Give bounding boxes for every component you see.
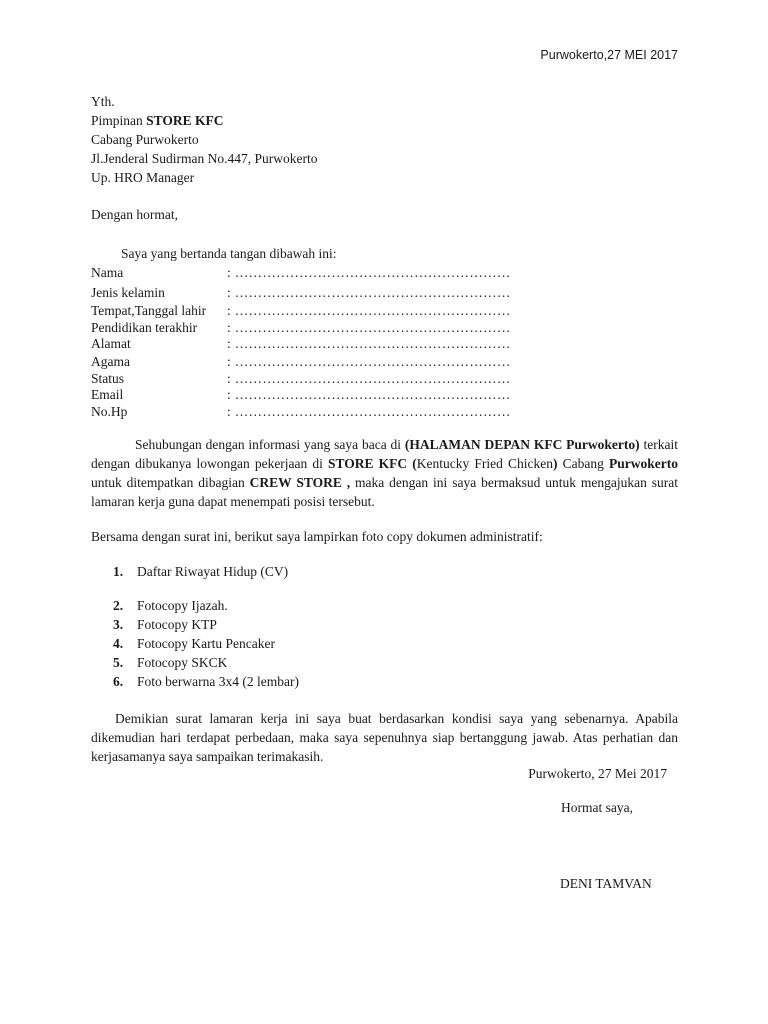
attachments-intro: Bersama dengan surat ini, berikut saya lampirkan foto copy dokumen administratif: bbox=[91, 529, 543, 544]
field-value: : …………………………………………………… bbox=[227, 404, 511, 419]
list-item-number: 6. bbox=[113, 674, 124, 689]
greeting: Dengan hormat, bbox=[91, 207, 178, 222]
recipient-yth: Yth. bbox=[91, 94, 115, 109]
list-item-text: Foto berwarna 3x4 (2 lembar) bbox=[137, 674, 299, 689]
field-value: : …………………………………………………… bbox=[227, 285, 511, 300]
field-label: Pendidikan terakhir bbox=[91, 320, 198, 335]
para1-city: Purwokerto bbox=[609, 456, 678, 471]
field-label: Agama bbox=[91, 354, 130, 369]
field-value: : …………………………………………………… bbox=[227, 336, 511, 351]
letter-date: Purwokerto,27 MEI 2017 bbox=[540, 48, 678, 62]
para1-text: Sehubungan dengan informasi yang saya baca di bbox=[135, 437, 405, 452]
field-value: : …………………………………………………… bbox=[227, 265, 511, 280]
para1-store: STORE KFC ( bbox=[328, 456, 417, 471]
para1-paren: ) bbox=[553, 456, 558, 471]
closing-paragraph bbox=[91, 709, 678, 766]
signature-date: Purwokerto, 27 Mei 2017 bbox=[528, 766, 667, 781]
field-label: Email bbox=[91, 387, 124, 402]
closing-text: Demikian surat lamaran kerja ini saya buat berdasarkan kondisi saya yang sebenarnya. Apabila dikemudian hari terdapat perbedaan, maka saya sepenuhnya siap bertanggung jawab. Atas perhatian dan kerjasamanya saya sampaikan terimakasih. bbox=[91, 711, 678, 764]
signature-regards: Hormat saya, bbox=[561, 800, 633, 815]
field-value: : …………………………………………………… bbox=[227, 354, 511, 369]
recipient-line-1 bbox=[91, 113, 224, 129]
recipient-line-3: Jl.Jenderal Sudirman No.447, Purwokerto bbox=[91, 151, 318, 166]
intro-line: Saya yang bertanda tangan dibawah ini: bbox=[121, 246, 337, 261]
para1-kfc-full: Kentucky Fried Chicken bbox=[416, 456, 554, 471]
field-value: : …………………………………………………… bbox=[227, 320, 511, 335]
field-value: : …………………………………………………… bbox=[227, 387, 511, 402]
list-item-number: 4. bbox=[113, 636, 124, 651]
field-value: : …………………………………………………… bbox=[227, 303, 511, 318]
para1-text: Cabang bbox=[557, 456, 609, 471]
recipient-line-4: Up. HRO Manager bbox=[91, 170, 195, 185]
list-item-text: Fotocopy SKCK bbox=[137, 655, 228, 670]
signature-name: DENI TAMVAN bbox=[560, 876, 652, 891]
para1-text: terkait dengan dibukanya lowongan pekerjaan di bbox=[91, 437, 679, 471]
para1-text: maka dengan ini saya bermaksud untuk mengajukan surat lamaran kerja guna dapat menempati posisi tersebut. bbox=[91, 475, 678, 509]
recipient-line-1-prefix: Pimpinan bbox=[91, 113, 147, 128]
field-label: Status bbox=[91, 371, 125, 386]
list-item-number: 5. bbox=[113, 655, 124, 670]
field-label: Tempat,Tanggal lahir bbox=[91, 303, 207, 318]
field-label: Alamat bbox=[91, 336, 131, 351]
list-item-number: 3. bbox=[113, 617, 124, 632]
recipient-store-name: STORE KFC bbox=[146, 113, 224, 128]
list-item-text: Fotocopy Kartu Pencaker bbox=[137, 636, 275, 651]
para1-source: (HALAMAN DEPAN KFC Purwokerto) bbox=[404, 437, 640, 452]
list-item-text: Daftar Riwayat Hidup (CV) bbox=[137, 564, 289, 579]
list-item-number: 2. bbox=[113, 598, 124, 613]
list-item-number: 1. bbox=[113, 564, 124, 579]
recipient-line-2: Cabang Purwokerto bbox=[91, 132, 199, 147]
body-paragraph-1 bbox=[91, 435, 678, 511]
list-item-text: Fotocopy Ijazah. bbox=[137, 598, 228, 613]
list-item-text: Fotocopy KTP bbox=[137, 617, 217, 632]
para1-position: CREW STORE , bbox=[249, 475, 351, 490]
para1-text: untuk ditempatkan dibagian bbox=[91, 475, 250, 490]
field-label: Jenis kelamin bbox=[91, 285, 165, 300]
field-label: Nama bbox=[91, 265, 124, 280]
field-value: : …………………………………………………… bbox=[227, 371, 511, 386]
field-label: No.Hp bbox=[91, 404, 128, 419]
